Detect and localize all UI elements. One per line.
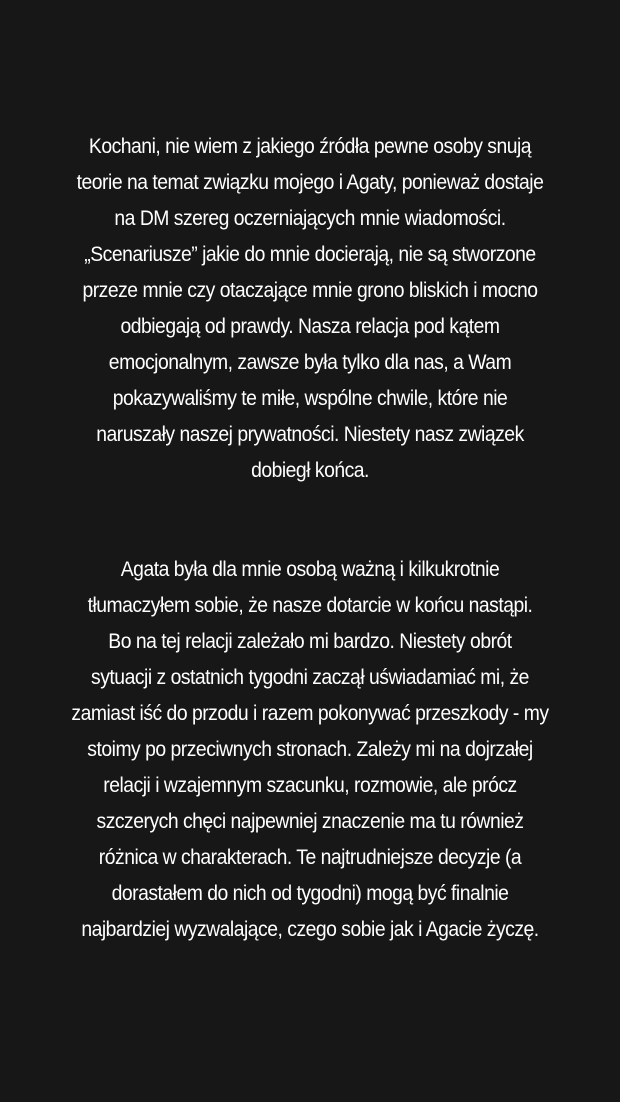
text-line: teorie na temat związku mojego i Agaty, ponieważ dostaje [76,170,544,194]
text-line: szczerych chęci najpewniej znaczenie ma tu również [96,809,524,833]
text-line: dobiegł końca. [251,458,369,482]
text-line: odbiegają od prawdy. Nasza relacja pod kątem [120,314,500,338]
text-line: Kochani, nie wiem z jakiego źródła pewne osoby snują [88,134,532,158]
text-line: różnica w charakterach. Te najtrudniejsze decyzje (a [98,845,522,869]
text-line: najbardziej wyzwalające, czego sobie jak i Agacie życzę. [81,917,539,941]
text-line: relacji i wzajemnym szacunku, rozmowie, ale prócz [103,773,517,797]
text-line: pokazywaliśmy te miłe, wspólne chwile, które nie [112,386,508,410]
text-line: na DM szereg oczerniających mnie wiadomości. [114,206,506,230]
text-line: sytuacji z ostatnich tygodni zaczął uświadamiać mi, że [91,665,529,689]
text-line: dorastałem do nich od tygodni) mogą być finalnie [111,881,509,905]
text-line: emocjonalnym, zawsze była tylko dla nas, a Wam [108,350,512,374]
paragraph-2 [49,551,571,947]
text-line: Agata była dla mnie osobą ważną i kilkukrotnie [120,557,500,581]
text-line: Bo na tej relacji zależało mi bardzo. Niestety obrót [108,629,512,653]
text-line: tłumaczyłem sobie, że nasze dotarcie w końcu nastąpi. [87,593,533,617]
paragraph-1 [49,128,571,488]
text-line: stoimy po przeciwnych stronach. Zależy mi na dojrzałej [87,737,533,761]
text-line: „Scenariusze” jakie do mnie docierają, nie są stworzone [84,242,536,266]
text-line: przeze mnie czy otaczające mnie grono bliskich i mocno [82,278,538,302]
text-line: naruszały naszej prywatności. Niestety nasz związek [96,422,524,446]
text-line: zamiast iść do przodu i razem pokonywać przeszkody - my [71,701,549,725]
